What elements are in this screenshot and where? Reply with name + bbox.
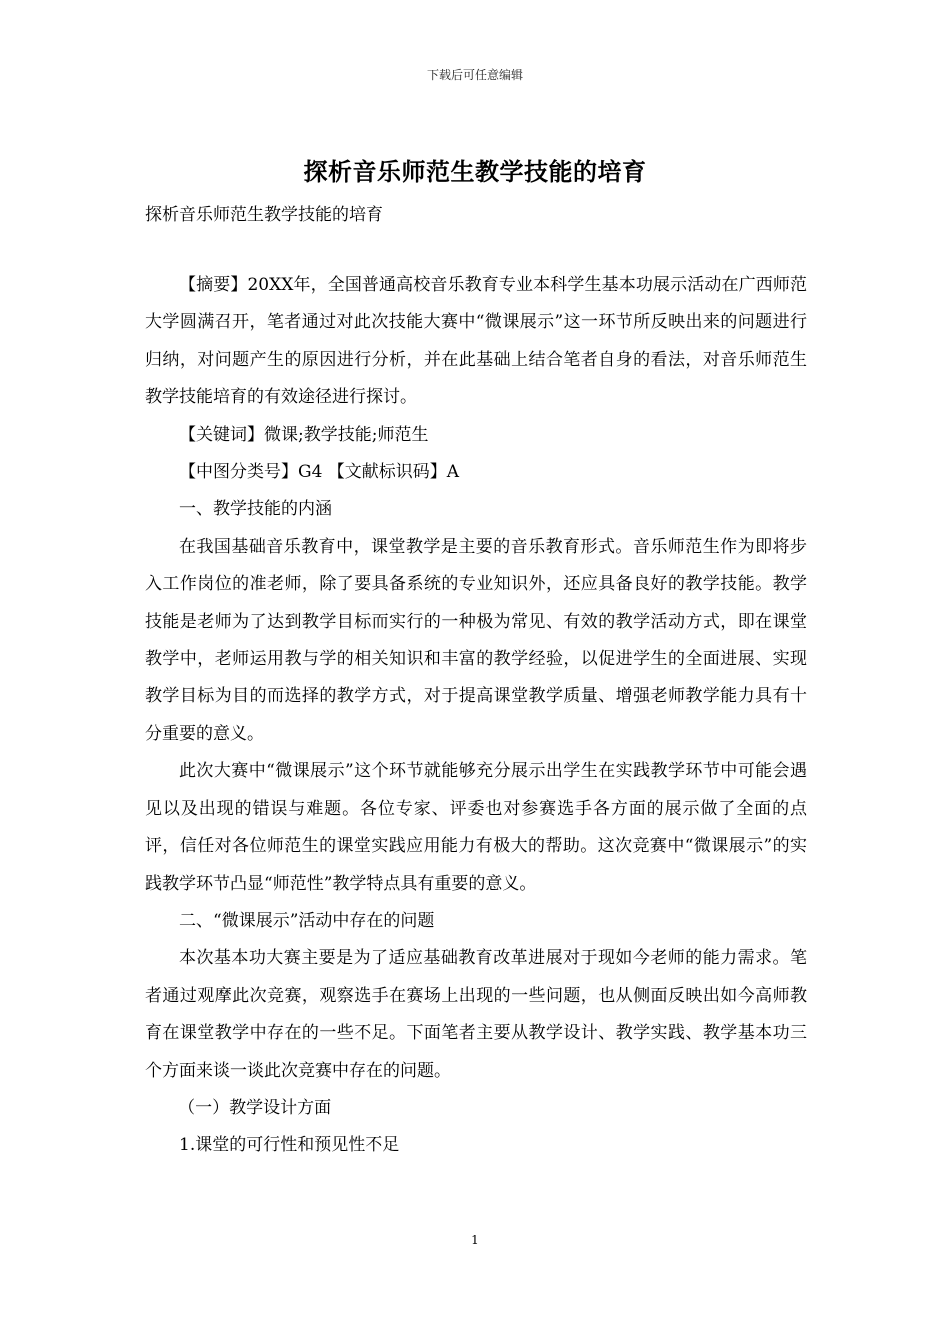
subsection-heading: （一）教学设计方面 (178, 1097, 332, 1118)
abstract-paragraph: 【摘要】20XX年，全国普通高校音乐教育专业本科学生基本功展示活动在广西师范大学圆满召开，笔者通过对此次技能大赛中“微课展示”这一环节所反映出来的问题进行归纳，对问题产生的原因进行分析，并在此基础上结合笔者自身的看法，对音乐师范生教学技能培育的有效途径进行探讨。 (145, 275, 807, 408)
document-subtitle: 探析音乐师范生教学技能的培育 (145, 205, 383, 225)
section-heading: 二、“微课展示”活动中存在的问题 (179, 910, 435, 931)
classification-line: 【中图分类号】G4 【文献标识码】A (179, 462, 460, 483)
document-title: 探析音乐师范生教学技能的培育 (303, 157, 647, 186)
page-number: 1 (471, 1233, 479, 1247)
body-paragraph: 在我国基础音乐教育中，课堂教学是主要的音乐教育形式。音乐师范生作为即将步入工作岗位的准老师，除了要具备系统的专业知识外，还应具备良好的教学技能。教学技能是老师为了达到教学目标而实行的一种极为常见、有效的教学活动方式，即在课堂教学中，老师运用教与学的相关知识和丰富的教学经验，以促进学生的全面进展、实现教学目标为目的而选择的教学方式，对于提高课堂教学质量、增强老师教学能力具有十分重要的意义。 (145, 536, 807, 744)
keywords-line: 【关键词】微课;教学技能;师范生 (179, 424, 429, 445)
page-header-note: 下载后可任意编辑 (426, 68, 523, 82)
section-heading: 一、教学技能的内涵 (179, 499, 332, 520)
body-paragraph: 此次大赛中“微课展示”这个环节就能够充分展示出学生在实践教学环节中可能会遇见以及出现的错误与难题。各位专家、评委也对参赛选手各方面的展示做了全面的点评，信任对各位师范生的课堂实践应用能力有极大的帮助。这次竞赛中“微课展示”的实践教学环节凸显“师范性”教学特点具有重要的意义。 (145, 761, 807, 894)
numbered-heading: 1.课堂的可行性和预见性不足 (179, 1135, 400, 1156)
body-paragraph: 本次基本功大赛主要是为了适应基础教育改革进展对于现如今老师的能力需求。笔者通过观摩此次竞赛，观察选手在赛场上出现的一些问题，也从侧面反映出如今高师教育在课堂教学中存在的一些不足。下面笔者主要从教学设计、教学实践、教学基本功三个方面来谈一谈此次竞赛中存在的问题。 (145, 948, 807, 1081)
document-body (145, 267, 807, 1165)
